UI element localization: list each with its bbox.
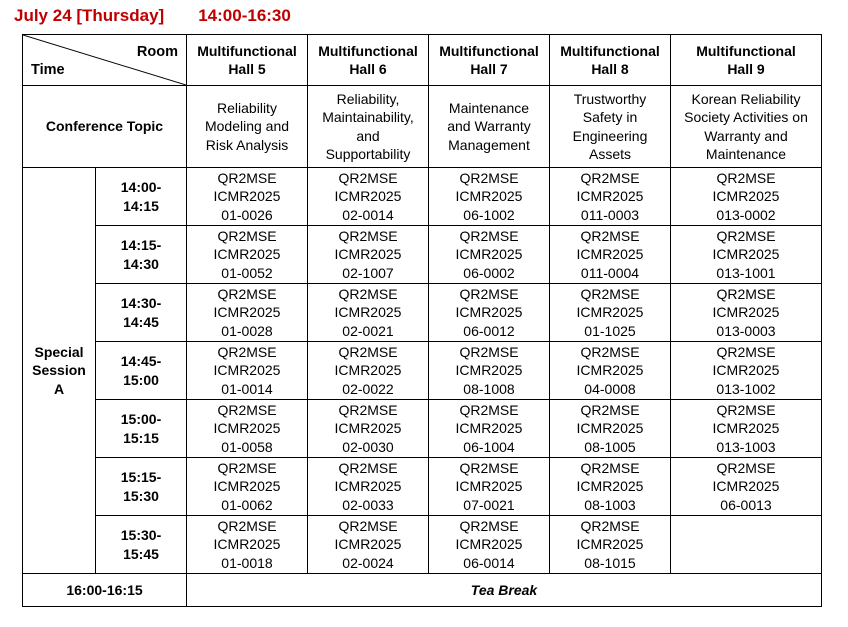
paper-id-line: 08-1005: [584, 438, 636, 455]
paper-cell: [429, 342, 550, 400]
slot-start: 15:00-: [120, 411, 162, 427]
paper-id-line: ICMR2025: [455, 246, 523, 263]
hall-number: Hall 8: [591, 61, 629, 77]
paper-id-line: QR2MSE: [716, 343, 776, 360]
paper-id-line: ICMR2025: [213, 478, 281, 495]
paper-id-line: ICMR2025: [576, 420, 644, 437]
paper-id-line: 011-0004: [580, 264, 640, 281]
paper-id-line: ICMR2025: [213, 246, 281, 263]
paper-id-line: ICMR2025: [455, 188, 523, 205]
topic-line: Maintenance: [448, 99, 530, 116]
slot-end: 15:00: [123, 371, 159, 388]
paper-id-line: ICMR2025: [334, 246, 402, 263]
schedule-title: [14, 4, 291, 28]
paper-cell: [187, 226, 308, 284]
paper-id-line: ICMR2025: [576, 536, 644, 553]
conference-topic: [671, 86, 822, 168]
paper-id-line: QR2MSE: [459, 459, 519, 476]
paper-id-line: QR2MSE: [338, 169, 398, 186]
paper-id-line: ICMR2025: [712, 362, 780, 379]
paper-id-line: QR2MSE: [459, 401, 519, 418]
paper-id-line: ICMR2025: [576, 246, 644, 263]
paper-id-line: QR2MSE: [217, 285, 277, 302]
paper-id-line: QR2MSE: [459, 517, 519, 534]
paper-id-line: QR2MSE: [580, 285, 640, 302]
paper-id-line: QR2MSE: [217, 401, 277, 418]
paper-id-line: QR2MSE: [338, 517, 398, 534]
paper-id-line: QR2MSE: [338, 343, 398, 360]
paper-id-line: 06-1004: [463, 438, 515, 455]
slot-start: 14:45-: [120, 353, 162, 369]
paper-id-line: 08-1008: [463, 380, 515, 397]
paper-id-line: 02-0022: [342, 380, 394, 397]
paper-id-line: 013-0003: [716, 322, 776, 339]
paper-id-line: QR2MSE: [716, 169, 776, 186]
paper-cell: [187, 516, 308, 574]
paper-id-line: QR2MSE: [716, 285, 776, 302]
paper-id-line: QR2MSE: [459, 285, 519, 302]
paper-id-line: ICMR2025: [455, 304, 523, 321]
paper-id-line: 01-0052: [221, 264, 273, 281]
slot-end: 14:30: [123, 255, 159, 272]
paper-cell: [429, 226, 550, 284]
topic-line: Trustworthy: [573, 90, 647, 107]
paper-id-line: ICMR2025: [455, 362, 523, 379]
hall-header: [671, 35, 822, 86]
paper-id-line: ICMR2025: [213, 188, 281, 205]
paper-id-line: 02-0021: [342, 322, 394, 339]
paper-id-line: ICMR2025: [455, 478, 523, 495]
schedule-date: July 24 [Thursday]: [14, 6, 165, 25]
paper-id-line: QR2MSE: [459, 227, 519, 244]
paper-id-line: 02-0024: [342, 554, 394, 571]
tea-break-label: Tea Break: [187, 574, 822, 607]
paper-cell: [308, 400, 429, 458]
paper-id-line: QR2MSE: [338, 285, 398, 302]
paper-id-line: QR2MSE: [338, 401, 398, 418]
paper-cell: [308, 168, 429, 226]
session-slot-row: [23, 284, 822, 342]
time-label: Time: [31, 61, 65, 78]
paper-id-line: 01-0058: [221, 438, 273, 455]
paper-cell: [671, 400, 822, 458]
paper-cell: [550, 284, 671, 342]
paper-id-line: QR2MSE: [338, 227, 398, 244]
paper-id-line: 08-1015: [584, 554, 636, 571]
session-slot-row: [23, 226, 822, 284]
session-label-line: Session: [32, 362, 86, 379]
topic-line: Warranty and: [704, 127, 788, 144]
hall-name-line: Multifunctional: [197, 42, 297, 59]
paper-id-line: QR2MSE: [716, 401, 776, 418]
paper-cell: [429, 400, 550, 458]
slot-start: 14:15-: [120, 237, 162, 253]
topic-line: Reliability: [217, 99, 277, 116]
paper-id-line: 01-0062: [221, 496, 273, 513]
topic-row: [23, 86, 822, 168]
paper-id-line: 02-0033: [342, 496, 394, 513]
paper-id-line: QR2MSE: [459, 343, 519, 360]
paper-id-line: ICMR2025: [334, 304, 402, 321]
session-slot-row: [23, 168, 822, 226]
paper-id-line: 02-0030: [342, 438, 394, 455]
topic-line: and: [356, 127, 380, 144]
paper-id-line: 013-0002: [716, 206, 776, 223]
topic-line: Risk Analysis: [205, 136, 289, 153]
hall-name-line: Multifunctional: [318, 42, 418, 59]
paper-id-line: QR2MSE: [217, 343, 277, 360]
topic-line: Management: [448, 136, 530, 153]
schedule-table: [22, 34, 822, 607]
topic-line: Assets: [588, 146, 631, 162]
paper-id-line: 06-1002: [463, 206, 515, 223]
paper-id-line: 06-0014: [463, 554, 515, 571]
paper-id-line: QR2MSE: [580, 343, 640, 360]
topic-line: Maintainability,: [322, 109, 414, 125]
time-slot: [96, 516, 187, 574]
paper-id-line: 011-0003: [580, 206, 640, 223]
conference-topic: [550, 86, 671, 168]
paper-id-line: 013-1002: [716, 380, 776, 397]
paper-id-line: 04-0008: [584, 380, 636, 397]
paper-id-line: ICMR2025: [213, 420, 281, 437]
session-slot-row: [23, 458, 822, 516]
paper-id-line: ICMR2025: [334, 420, 402, 437]
paper-id-line: 01-1025: [584, 322, 636, 339]
time-slot: [96, 458, 187, 516]
time-slot: [96, 284, 187, 342]
conference-topic: [429, 86, 550, 168]
paper-cell: [429, 168, 550, 226]
paper-id-line: QR2MSE: [459, 169, 519, 186]
paper-id-line: ICMR2025: [576, 188, 644, 205]
slot-start: 15:30-: [120, 527, 162, 543]
hall-header: [550, 35, 671, 86]
paper-id-line: ICMR2025: [455, 420, 523, 437]
paper-id-line: 06-0013: [720, 496, 772, 513]
paper-cell: [550, 458, 671, 516]
topic-line: Engineering: [572, 127, 648, 144]
room-label: Room: [136, 44, 178, 60]
paper-id-line: QR2MSE: [217, 227, 277, 244]
slot-end: 15:30: [123, 487, 159, 504]
conference-topic: [308, 86, 429, 168]
paper-id-line: 02-1007: [342, 264, 394, 281]
paper-cell: [187, 342, 308, 400]
paper-id-line: 013-1003: [716, 438, 776, 455]
paper-id-line: ICMR2025: [334, 478, 402, 495]
paper-cell: [429, 458, 550, 516]
paper-cell: [429, 284, 550, 342]
paper-id-line: 01-0014: [221, 380, 273, 397]
slot-end: 14:15: [123, 197, 159, 214]
tea-break-time: 16:00-16:15: [23, 574, 187, 607]
hall-header: [308, 35, 429, 86]
paper-cell: [550, 342, 671, 400]
paper-id-line: QR2MSE: [217, 169, 277, 186]
topic-line: and Warranty: [447, 118, 531, 135]
paper-id-line: 06-0012: [463, 322, 515, 339]
paper-cell: [308, 226, 429, 284]
hall-number: Hall 5: [228, 61, 266, 77]
paper-id-line: ICMR2025: [213, 536, 281, 553]
paper-id-line: ICMR2025: [712, 246, 780, 263]
paper-id-line: QR2MSE: [716, 459, 776, 476]
paper-id-line: QR2MSE: [580, 401, 640, 418]
paper-id-line: 013-1001: [716, 264, 776, 281]
paper-id-line: ICMR2025: [712, 188, 780, 205]
paper-id-line: QR2MSE: [716, 227, 776, 244]
paper-cell: [308, 342, 429, 400]
paper-cell: [429, 516, 550, 574]
hall-number: Hall 7: [470, 61, 508, 77]
topic-line: Supportability: [325, 146, 411, 162]
slot-end: 14:45: [123, 313, 159, 330]
paper-cell: [550, 226, 671, 284]
paper-cell: [550, 516, 671, 574]
paper-id-line: ICMR2025: [334, 188, 402, 205]
paper-id-line: ICMR2025: [576, 362, 644, 379]
paper-id-line: ICMR2025: [334, 536, 402, 553]
paper-cell: [187, 168, 308, 226]
paper-cell: [308, 458, 429, 516]
corner-cell: [23, 35, 187, 86]
session-label: [23, 168, 96, 574]
paper-cell: [308, 284, 429, 342]
paper-id-line: QR2MSE: [580, 227, 640, 244]
conference-topic-label: Conference Topic: [23, 86, 187, 168]
paper-cell: [671, 168, 822, 226]
hall-header: [187, 35, 308, 86]
paper-id-line: QR2MSE: [217, 517, 277, 534]
topic-line: Reliability,: [336, 90, 400, 107]
paper-id-line: ICMR2025: [213, 304, 281, 321]
topic-line: Modeling and: [204, 118, 290, 135]
session-slot-row: [23, 516, 822, 574]
hall-name-line: Multifunctional: [439, 42, 539, 59]
paper-id-line: QR2MSE: [580, 459, 640, 476]
paper-cell: [550, 168, 671, 226]
session-label-line: A: [53, 380, 65, 397]
paper-cell: [187, 284, 308, 342]
paper-id-line: 01-0028: [221, 322, 273, 339]
time-slot: [96, 168, 187, 226]
slot-start: 14:00-: [120, 179, 162, 195]
paper-id-line: 01-0026: [221, 206, 273, 223]
slot-end: 15:15: [123, 429, 159, 446]
paper-cell: [671, 342, 822, 400]
topic-line: Safety in: [582, 109, 638, 125]
topic-line: Society Activities on: [684, 109, 808, 125]
session-slot-row: [23, 400, 822, 458]
paper-id-line: ICMR2025: [712, 478, 780, 495]
header-row: [23, 35, 822, 86]
time-slot: [96, 400, 187, 458]
slot-start: 14:30-: [120, 295, 162, 311]
paper-id-line: 08-1003: [584, 496, 636, 513]
hall-header: [429, 35, 550, 86]
slot-end: 15:45: [123, 545, 159, 562]
paper-cell: [671, 516, 822, 574]
paper-id-line: ICMR2025: [213, 362, 281, 379]
paper-cell: [671, 226, 822, 284]
paper-cell: [671, 458, 822, 516]
topic-line: Korean Reliability: [691, 90, 801, 107]
paper-id-line: QR2MSE: [580, 517, 640, 534]
tea-break-row: [23, 574, 822, 607]
slot-start: 15:15-: [120, 469, 162, 485]
paper-id-line: 07-0021: [463, 496, 515, 513]
paper-cell: [308, 516, 429, 574]
time-slot: [96, 226, 187, 284]
paper-id-line: QR2MSE: [580, 169, 640, 186]
session-label-line: Special: [34, 343, 84, 360]
paper-id-line: ICMR2025: [334, 362, 402, 379]
paper-id-line: QR2MSE: [338, 459, 398, 476]
hall-name-line: Multifunctional: [696, 42, 796, 59]
hall-name-line: Multifunctional: [560, 42, 660, 59]
paper-id-line: 01-0018: [221, 554, 273, 571]
paper-id-line: ICMR2025: [576, 478, 644, 495]
paper-cell: [187, 400, 308, 458]
paper-id-line: ICMR2025: [576, 304, 644, 321]
topic-line: Maintenance: [705, 146, 787, 162]
paper-id-line: 02-0014: [342, 206, 394, 223]
hall-number: Hall 9: [727, 61, 765, 77]
hall-number: Hall 6: [349, 61, 387, 77]
session-slot-row: [23, 342, 822, 400]
paper-id-line: ICMR2025: [712, 304, 780, 321]
paper-cell: [550, 400, 671, 458]
paper-id-line: ICMR2025: [712, 420, 780, 437]
conference-topic: [187, 86, 308, 168]
paper-cell: [187, 458, 308, 516]
schedule-time-range: 14:00-16:30: [198, 6, 291, 25]
paper-id-line: QR2MSE: [217, 459, 277, 476]
time-slot: [96, 342, 187, 400]
paper-id-line: ICMR2025: [455, 536, 523, 553]
paper-id-line: 06-0002: [463, 264, 515, 281]
paper-cell: [671, 284, 822, 342]
